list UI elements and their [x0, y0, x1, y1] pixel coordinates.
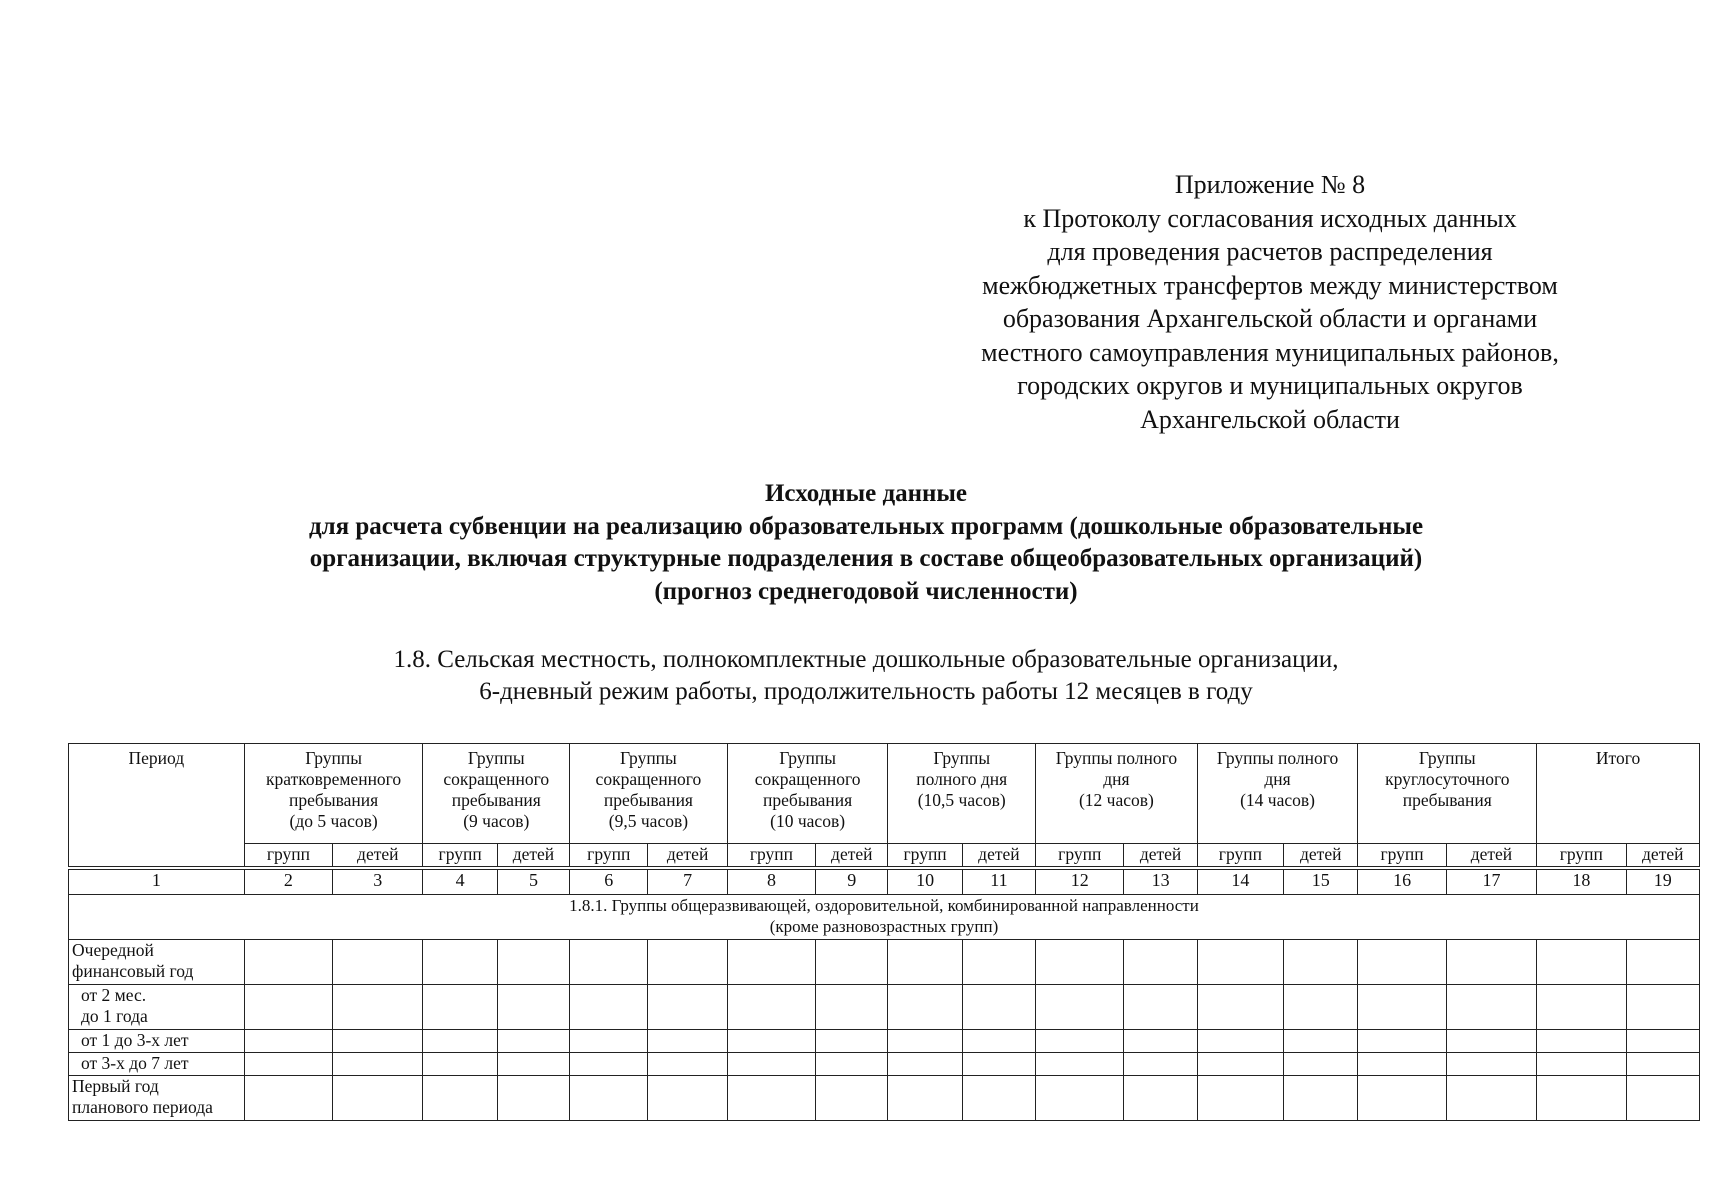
table-cell[interactable]	[962, 1076, 1035, 1121]
table-cell[interactable]	[244, 1030, 332, 1053]
title-line: для расчета субвенции на реализацию образовательных программ (дошкольные образовательные	[308, 512, 1424, 540]
table-cell[interactable]	[1284, 985, 1358, 1030]
table-cell[interactable]	[497, 1076, 569, 1121]
sub-header-children: детей	[333, 844, 423, 867]
annex-line: образования Архангельской области и органами	[1002, 304, 1538, 333]
table-cell[interactable]	[888, 1030, 962, 1053]
table-cell[interactable]	[1036, 1076, 1124, 1121]
group-header-full-day-14h: Группы полного дня (14 часов)	[1197, 744, 1358, 844]
table-cell[interactable]	[423, 985, 497, 1030]
sub-header-children: детей	[816, 844, 888, 867]
table-cell[interactable]	[1537, 1030, 1626, 1053]
sub-header-groups: групп	[1537, 844, 1626, 867]
data-table	[68, 743, 1700, 1121]
table-cell[interactable]	[888, 1076, 962, 1121]
table-cell[interactable]	[1358, 1076, 1446, 1121]
sub-header-groups: групп	[888, 844, 962, 867]
table-cell[interactable]	[1197, 940, 1283, 985]
table-cell[interactable]	[1626, 1030, 1699, 1053]
document-title	[60, 478, 1672, 608]
table-cell[interactable]	[333, 1053, 423, 1076]
sub-header-groups: групп	[423, 844, 497, 867]
column-number: 9	[816, 870, 888, 895]
sub-header-groups: групп	[244, 844, 332, 867]
table-cell[interactable]	[1446, 940, 1536, 985]
table-cell[interactable]	[1124, 1076, 1197, 1121]
table-cell[interactable]	[1124, 940, 1197, 985]
table-cell[interactable]	[1626, 985, 1699, 1030]
group-header-round-the-clock: Группы круглосуточного пребывания	[1358, 744, 1537, 844]
table-cell[interactable]	[244, 1076, 332, 1121]
table-cell[interactable]	[816, 985, 888, 1030]
table-cell[interactable]	[1284, 1053, 1358, 1076]
annex-line: местного самоуправления муниципальных районов,	[981, 337, 1559, 367]
column-number: 5	[497, 870, 569, 895]
table-cell[interactable]	[962, 1030, 1035, 1053]
column-number: 13	[1124, 870, 1197, 895]
column-number: 11	[962, 870, 1035, 895]
table-cell[interactable]	[333, 985, 423, 1030]
table-cell[interactable]	[648, 1076, 727, 1121]
table-cell[interactable]	[1446, 1030, 1536, 1053]
table-cell[interactable]	[1537, 1053, 1626, 1076]
sub-header-children: детей	[497, 844, 569, 867]
column-number: 8	[727, 870, 815, 895]
table-cell[interactable]	[1284, 940, 1358, 985]
group-header-total: Итого	[1537, 744, 1700, 844]
column-number: 3	[333, 870, 423, 895]
table-cell[interactable]	[648, 940, 727, 985]
table-cell[interactable]	[727, 1030, 815, 1053]
title-line: организации, включая структурные подразделения в составе общеобразовательных организаций)	[309, 545, 1423, 572]
table-cell[interactable]	[423, 940, 497, 985]
table-cell[interactable]	[727, 985, 815, 1030]
table-cell[interactable]	[497, 940, 569, 985]
table-cell[interactable]	[1197, 1053, 1283, 1076]
table-cell[interactable]	[962, 1053, 1035, 1076]
table-cell[interactable]	[1446, 1076, 1536, 1121]
section-subtitle	[60, 644, 1672, 708]
table-row	[69, 1053, 1700, 1076]
sub-header-children: детей	[648, 844, 727, 867]
table-cell[interactable]	[648, 985, 727, 1030]
table-cell[interactable]	[1358, 940, 1446, 985]
column-number: 7	[648, 870, 727, 895]
table-cell[interactable]	[423, 1053, 497, 1076]
table-header	[69, 744, 1700, 895]
table-cell[interactable]	[1036, 1030, 1124, 1053]
table-cell[interactable]	[962, 985, 1035, 1030]
table-cell[interactable]	[648, 1053, 727, 1076]
sub-header-children: детей	[1626, 844, 1699, 867]
row-label: от 1 до 3-х лет	[69, 1030, 245, 1053]
annex-reference	[940, 168, 1600, 436]
group-header-reduced-9-5h: Группы сокращенного пребывания (9,5 часов)	[570, 744, 728, 844]
annex-line: для проведения расчетов распределения	[1047, 237, 1493, 266]
table-cell[interactable]	[244, 940, 332, 985]
group-header-short-stay: Группы кратковременного пребывания (до 5 часов)	[244, 744, 423, 844]
table-cell[interactable]	[333, 1030, 423, 1053]
table-cell[interactable]	[570, 1030, 648, 1053]
table-cell[interactable]	[1197, 1076, 1283, 1121]
title-line: (прогноз среднегодовой численности)	[654, 577, 1078, 605]
table-row	[69, 985, 1700, 1030]
group-header-full-day-12h: Группы полного дня (12 часов)	[1036, 744, 1198, 844]
table-cell[interactable]	[570, 985, 648, 1030]
table-cell[interactable]	[244, 1053, 332, 1076]
annex-line: к Протоколу согласования исходных данных	[1023, 203, 1517, 233]
column-number: 17	[1446, 870, 1536, 895]
sub-header-groups: групп	[1358, 844, 1446, 867]
table-cell[interactable]	[888, 985, 962, 1030]
table-cell[interactable]	[497, 1030, 569, 1053]
table-cell[interactable]	[1537, 940, 1626, 985]
table-cell[interactable]	[1358, 1053, 1446, 1076]
column-number: 15	[1284, 870, 1358, 895]
table-cell[interactable]	[1358, 1030, 1446, 1053]
table-cell[interactable]	[1358, 985, 1446, 1030]
column-number: 2	[244, 870, 332, 895]
row-label: от 3-х до 7 лет	[69, 1053, 245, 1076]
column-number: 16	[1358, 870, 1446, 895]
group-header-reduced-9h: Группы сокращенного пребывания (9 часов)	[423, 744, 570, 844]
column-number: 1	[69, 870, 245, 895]
sub-header-groups: групп	[1197, 844, 1283, 867]
table-body	[69, 895, 1700, 1121]
column-number-row	[69, 870, 1700, 895]
table-cell[interactable]	[1036, 1053, 1124, 1076]
table-cell[interactable]	[1537, 1076, 1626, 1121]
table-row	[69, 1030, 1700, 1053]
annex-line: Приложение № 8	[1174, 170, 1366, 199]
group-header-full-day-10-5h: Группы полного дня (10,5 часов)	[888, 744, 1036, 844]
table-cell[interactable]	[570, 940, 648, 985]
table-cell[interactable]	[333, 940, 423, 985]
table-cell[interactable]	[1446, 985, 1536, 1030]
table-cell[interactable]	[1197, 985, 1283, 1030]
table-cell[interactable]	[727, 1076, 815, 1121]
table-cell[interactable]	[888, 940, 962, 985]
column-number: 19	[1626, 870, 1699, 895]
table-row	[69, 940, 1700, 985]
sub-header-children: детей	[1284, 844, 1358, 867]
table-cell[interactable]	[1197, 1030, 1283, 1053]
table-cell[interactable]	[423, 1030, 497, 1053]
table-cell[interactable]	[816, 940, 888, 985]
table-cell[interactable]	[648, 1030, 727, 1053]
table-cell[interactable]	[888, 1053, 962, 1076]
sub-header-children: детей	[1124, 844, 1197, 867]
table-cell[interactable]	[1537, 985, 1626, 1030]
table-cell[interactable]	[1284, 1030, 1358, 1053]
table-cell[interactable]	[244, 985, 332, 1030]
sub-header-groups: групп	[570, 844, 648, 867]
annex-line: межбюджетных трансфертов между министерством	[982, 270, 1558, 300]
sub-header-children: детей	[962, 844, 1035, 867]
table-cell[interactable]	[1124, 1030, 1197, 1053]
annex-line: Архангельской области	[1140, 404, 1400, 434]
subtitle-line: 6-дневный режим работы, продолжительность работы 12 месяцев в году	[479, 678, 1253, 705]
row-label: Первый год планового периода	[69, 1076, 245, 1121]
column-number: 10	[888, 870, 962, 895]
table-cell[interactable]	[497, 985, 569, 1030]
row-label: Очередной финансовый год	[69, 940, 245, 985]
section-heading: 1.8.1. Группы общеразвивающей, оздоровительной, комбинированной направленности (кроме разновозрастных групп)	[69, 895, 1700, 940]
sub-header-children: детей	[1446, 844, 1536, 867]
table-cell[interactable]	[1124, 1053, 1197, 1076]
column-number: 14	[1197, 870, 1283, 895]
table-cell[interactable]	[727, 1053, 815, 1076]
table-cell[interactable]	[423, 1076, 497, 1121]
annex-line: городских округов и муниципальных округов	[1017, 371, 1523, 400]
table-row	[69, 1076, 1700, 1121]
table-cell[interactable]	[816, 1030, 888, 1053]
column-number: 12	[1036, 870, 1124, 895]
column-number: 6	[570, 870, 648, 895]
table-cell[interactable]	[1284, 1076, 1358, 1121]
column-number: 18	[1537, 870, 1626, 895]
table-cell[interactable]	[1124, 985, 1197, 1030]
table-cell[interactable]	[816, 1053, 888, 1076]
table-cell[interactable]	[1626, 940, 1699, 985]
sub-header-groups: групп	[727, 844, 815, 867]
table-cell[interactable]	[497, 1053, 569, 1076]
table-cell[interactable]	[1446, 1053, 1536, 1076]
table-cell[interactable]	[333, 1076, 423, 1121]
table-cell[interactable]	[1626, 1053, 1699, 1076]
table-cell[interactable]	[816, 1076, 888, 1121]
column-number: 4	[423, 870, 497, 895]
table-cell[interactable]	[1036, 985, 1124, 1030]
table-cell[interactable]	[962, 940, 1035, 985]
period-header: Период	[69, 744, 245, 867]
sub-header-groups: групп	[1036, 844, 1124, 867]
title-line: Исходные данные	[764, 480, 968, 507]
table-cell[interactable]	[570, 1053, 648, 1076]
row-label: от 2 мес. до 1 года	[69, 985, 245, 1030]
table-cell[interactable]	[1626, 1076, 1699, 1121]
table-cell[interactable]	[570, 1076, 648, 1121]
table-cell[interactable]	[727, 940, 815, 985]
table-cell[interactable]	[1036, 940, 1124, 985]
group-header-reduced-10h: Группы сокращенного пребывания (10 часов)	[727, 744, 888, 844]
subtitle-line: 1.8. Сельская местность, полнокомплектные дошкольные образовательные организации,	[393, 646, 1339, 673]
